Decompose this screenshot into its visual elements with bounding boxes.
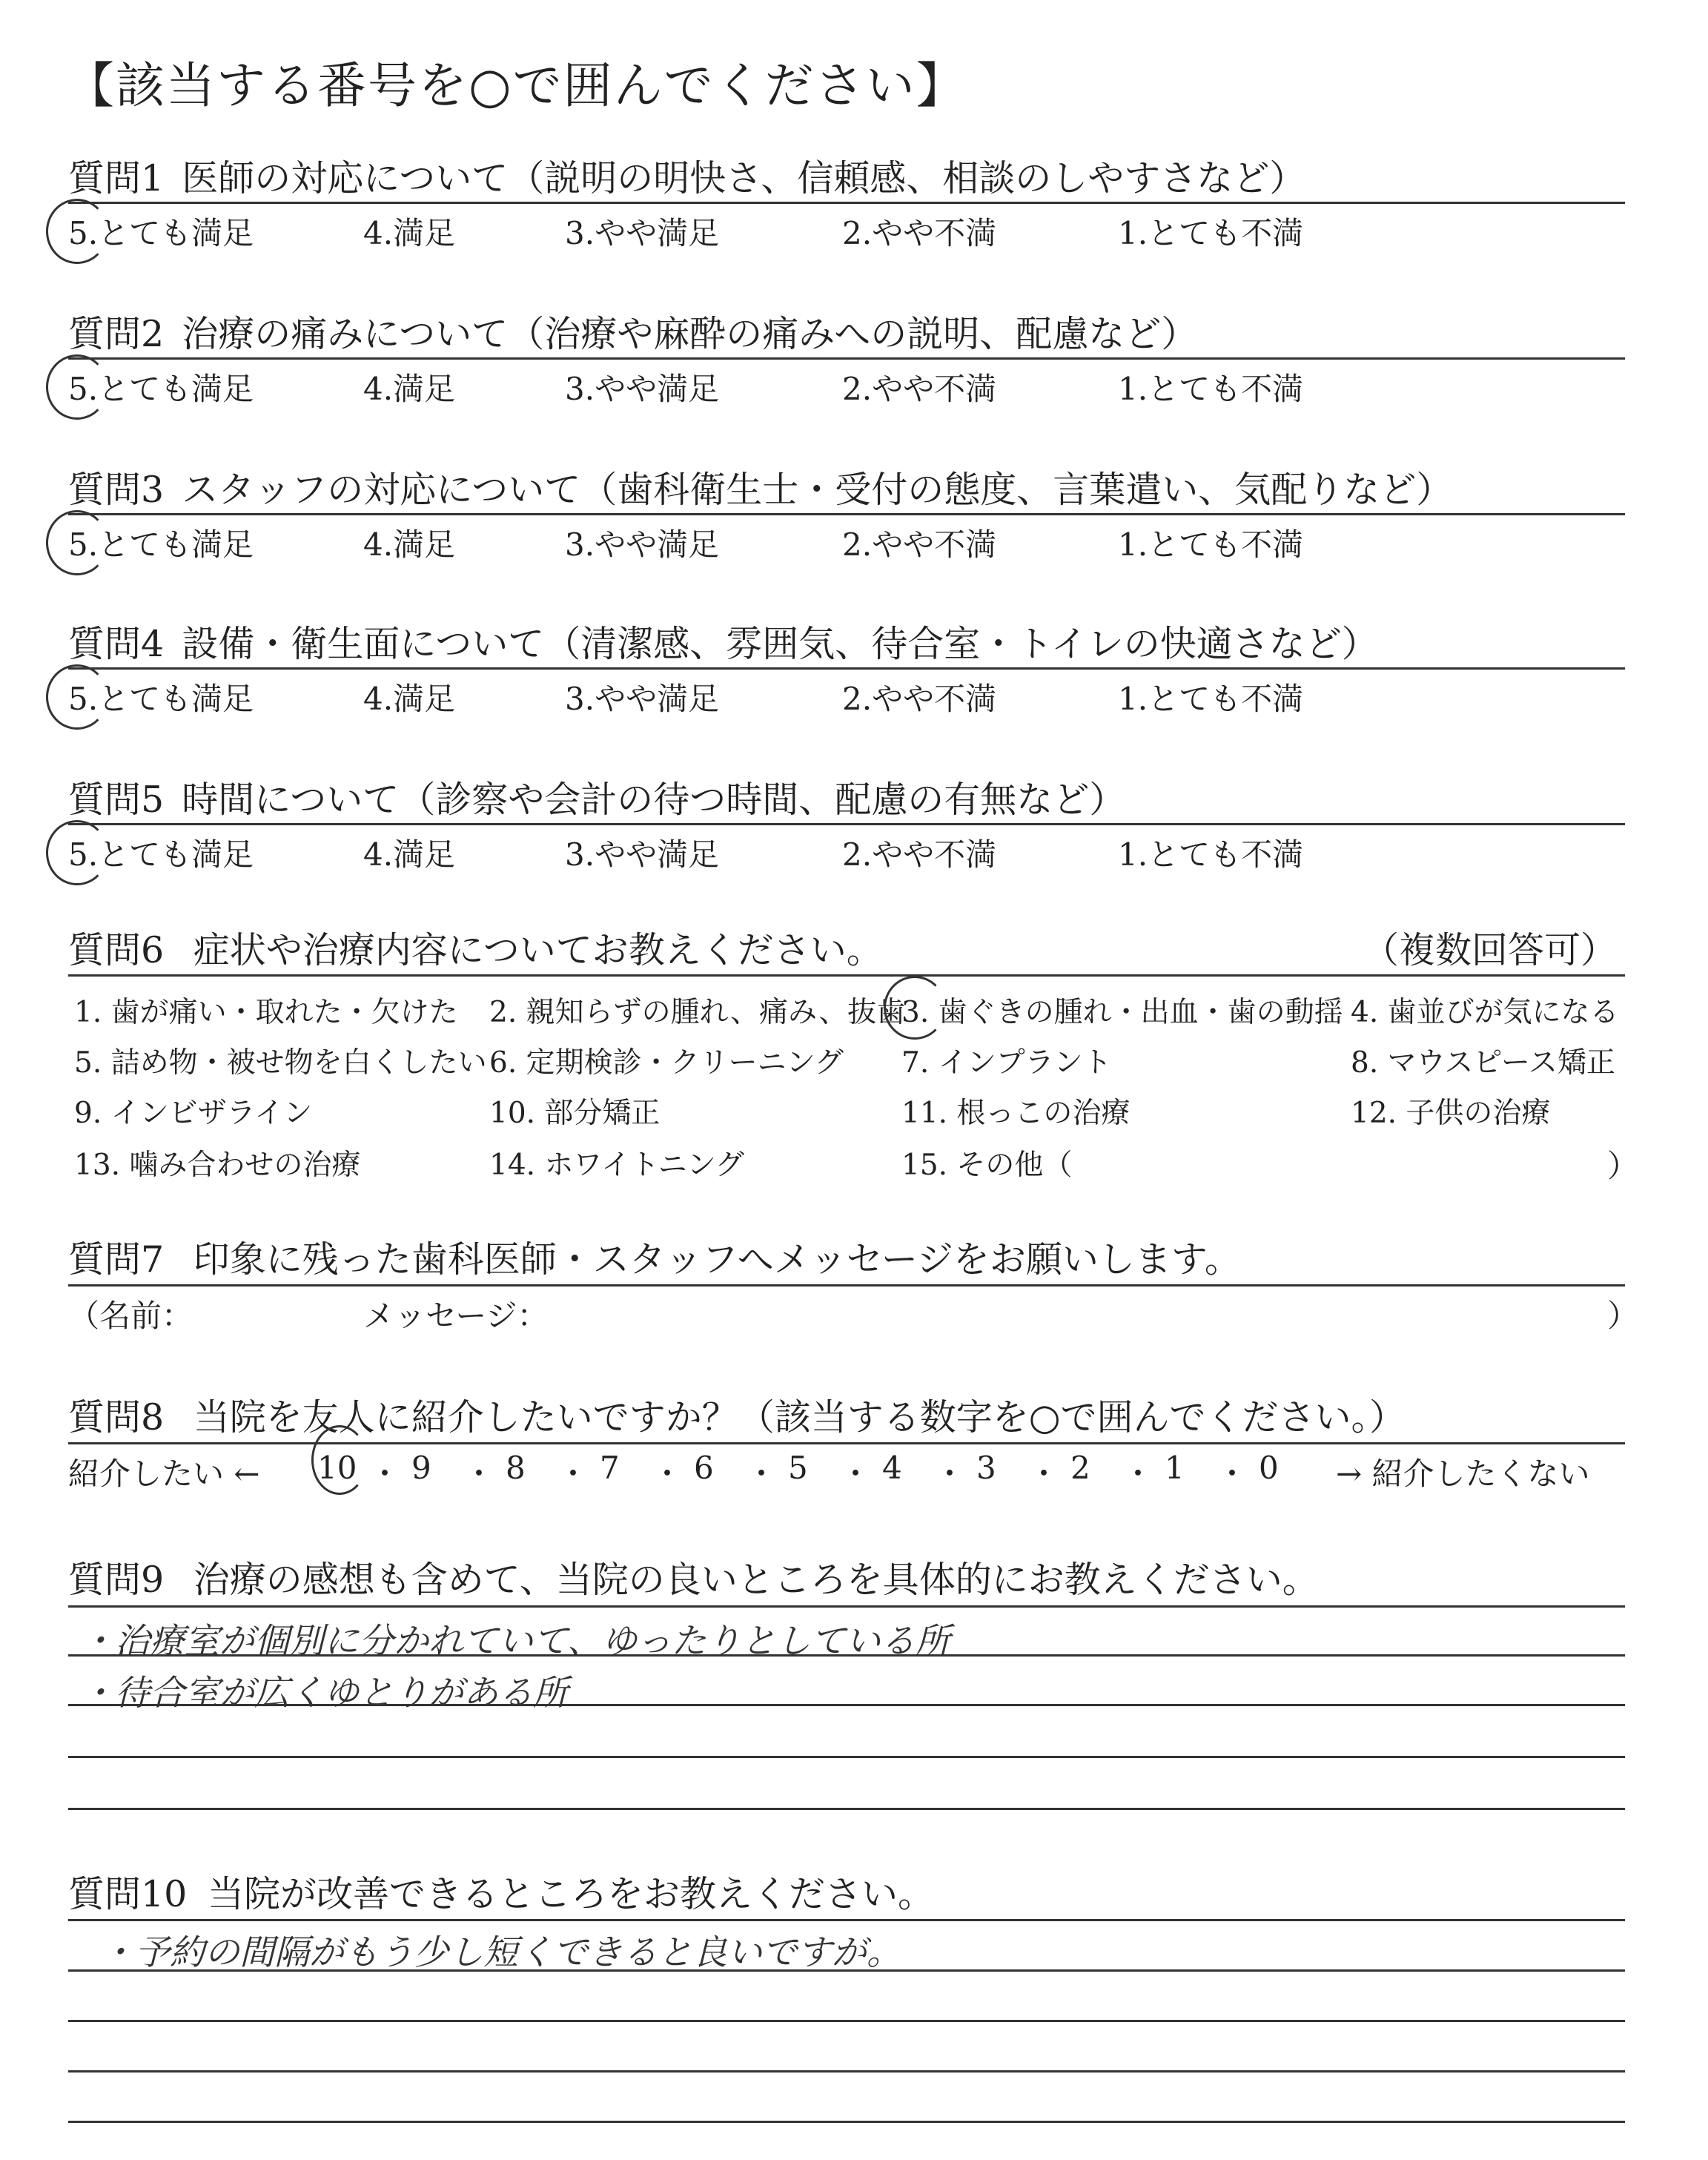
q8-scale-6[interactable]: 6 <box>694 1450 714 1486</box>
q5-heading <box>68 771 1125 823</box>
q6-heading <box>68 922 883 974</box>
q9-text: 治療の感想も含めて、当院の良いところを具体的にお教えください。 <box>193 1559 1319 1601</box>
q6-option-7[interactable]: 7. インプラント <box>901 1046 1112 1080</box>
q6-option-1[interactable]: 1. 歯が痛い・取れた・欠けた <box>74 996 458 1029</box>
q4-label: 質問4 <box>68 623 165 665</box>
q1-text: 医師の対応について（説明の明快さ、信頼感、相談のしやすさなど） <box>182 157 1306 199</box>
q2-option-2[interactable]: 2.やや不満 <box>842 371 997 407</box>
q10-rule-4 <box>68 2070 1625 2073</box>
q10-answer-1: ・予約の間隔がもう少し短くできると良いですが。 <box>100 1932 901 1973</box>
q4-option-4[interactable]: 4.満足 <box>363 681 456 717</box>
q5-option-1[interactable]: 1.とても不満 <box>1118 836 1304 873</box>
q3-rule <box>68 513 1625 515</box>
q4-selected-circle <box>46 664 108 730</box>
q8-scale-1[interactable]: 1 <box>1165 1450 1185 1486</box>
q5-selected-circle <box>46 820 108 885</box>
q6-option-12[interactable]: 12. 子供の治療 <box>1351 1097 1551 1130</box>
q5-option-5[interactable]: 5.とても満足 <box>68 836 254 873</box>
q4-option-3[interactable]: 3.やや満足 <box>565 681 720 717</box>
q7-rule <box>68 1284 1625 1287</box>
q6-option-5[interactable]: 5. 詰め物・被せ物を白くしたい <box>74 1046 487 1080</box>
q6-option-13[interactable]: 13. 噛み合わせの治療 <box>74 1149 361 1182</box>
q5-option-4[interactable]: 4.満足 <box>363 836 456 873</box>
q3-option-5[interactable]: 5.とても満足 <box>68 526 254 563</box>
q7-name-label: （名前： <box>68 1298 193 1334</box>
q3-heading <box>68 461 1452 513</box>
q3-text: スタッフの対応について（歯科衛生士・受付の態度、言葉遣い、気配りなど） <box>182 469 1453 511</box>
q2-option-3[interactable]: 3.やや満足 <box>565 371 720 407</box>
q9-rule-5 <box>68 1808 1625 1810</box>
q6-note: （複数回答可） <box>1363 929 1618 971</box>
q6-label: 質問6 <box>68 929 165 971</box>
q9-rule-4 <box>68 1756 1625 1758</box>
q8-separator-dot: ・ <box>1028 1456 1060 1492</box>
q1-option-3[interactable]: 3.やや満足 <box>565 215 720 251</box>
q8-scale-0[interactable]: 0 <box>1259 1450 1279 1486</box>
q10-rule-1 <box>68 1919 1625 1921</box>
q7-close: ） <box>1607 1298 1639 1334</box>
q6-other-close: ） <box>1607 1148 1639 1184</box>
q8-separator-dot: ・ <box>463 1456 495 1492</box>
q1-option-1[interactable]: 1.とても不満 <box>1118 215 1304 251</box>
q8-selected-circle <box>311 1425 368 1495</box>
q10-heading <box>68 1866 934 1918</box>
q6-option-10[interactable]: 10. 部分矯正 <box>489 1097 661 1130</box>
q8-separator-dot: ・ <box>746 1456 778 1492</box>
q6-option-11[interactable]: 11. 根っこの治療 <box>901 1097 1131 1130</box>
q8-right-label: → 紹介したくない <box>1336 1456 1590 1492</box>
q2-heading <box>68 305 1197 357</box>
q8-separator-dot: ・ <box>369 1456 401 1492</box>
q5-option-3[interactable]: 3.やや満足 <box>565 836 720 873</box>
q9-rule-1 <box>68 1605 1625 1608</box>
q1-option-5[interactable]: 5.とても満足 <box>68 215 254 251</box>
q4-option-5[interactable]: 5.とても満足 <box>68 681 254 717</box>
q8-label: 質問8 <box>68 1396 165 1439</box>
q3-selected-circle <box>46 510 108 575</box>
q3-option-3[interactable]: 3.やや満足 <box>565 526 720 563</box>
q1-selected-circle <box>46 199 108 264</box>
q10-text: 当院が改善できるところをお教えください。 <box>207 1873 934 1915</box>
q1-option-2[interactable]: 2.やや不満 <box>842 215 997 251</box>
q8-separator-dot: ・ <box>1122 1456 1154 1492</box>
q6-selected-circle <box>884 976 946 1040</box>
q7-heading <box>68 1231 1241 1283</box>
q8-separator-dot: ・ <box>934 1456 966 1492</box>
q7-message-label: メッセージ： <box>363 1298 549 1334</box>
q2-text: 治療の痛みについて（治療や麻酔の痛みへの説明、配慮など） <box>182 313 1198 355</box>
q8-separator-dot: ・ <box>557 1456 589 1492</box>
form-title: 【該当する番号を○で囲んでください】 <box>65 57 967 114</box>
q6-option-2[interactable]: 2. 親知らずの腫れ、痛み、抜歯 <box>489 996 906 1029</box>
q2-option-4[interactable]: 4.満足 <box>363 371 456 407</box>
q8-scale-8[interactable]: 8 <box>506 1450 526 1486</box>
q8-separator-dot: ・ <box>1217 1456 1248 1492</box>
q9-answer-1: ・治療室が個別に分かれていて、ゆったりとしている所 <box>80 1621 950 1662</box>
q7-label: 質問7 <box>68 1238 165 1281</box>
q4-heading <box>68 615 1378 667</box>
q8-rule <box>68 1442 1625 1444</box>
q6-rule <box>68 974 1625 977</box>
q6-option-3[interactable]: 3. 歯ぐきの腫れ・出血・歯の動揺 <box>901 996 1343 1029</box>
q2-option-5[interactable]: 5.とても満足 <box>68 371 254 407</box>
q1-label: 質問1 <box>68 157 165 199</box>
q8-scale-5[interactable]: 5 <box>788 1450 808 1486</box>
q1-heading <box>68 150 1305 202</box>
q9-label: 質問9 <box>68 1559 165 1601</box>
q6-option-15[interactable]: 15. その他（ <box>901 1149 1073 1182</box>
q4-option-2[interactable]: 2.やや不満 <box>842 681 997 717</box>
q8-heading <box>68 1389 1406 1441</box>
q10-rule-3 <box>68 2020 1625 2022</box>
q6-option-14[interactable]: 14. ホワイトニング <box>489 1149 744 1182</box>
q9-heading <box>68 1551 1319 1603</box>
q8-scale-4[interactable]: 4 <box>882 1450 902 1486</box>
q6-text: 症状や治療内容についてお教えください。 <box>193 929 883 971</box>
q3-option-4[interactable]: 4.満足 <box>363 526 456 563</box>
q4-text: 設備・衛生面について（清潔感、雰囲気、待合室・トイレの快適さなど） <box>182 623 1378 665</box>
q1-rule <box>68 202 1625 204</box>
q3-option-1[interactable]: 1.とても不満 <box>1118 526 1304 563</box>
q6-option-9[interactable]: 9. インビザライン <box>74 1097 313 1130</box>
q8-scale-3[interactable]: 3 <box>976 1450 996 1486</box>
q8-separator-dot: ・ <box>840 1456 872 1492</box>
q5-option-2[interactable]: 2.やや不満 <box>842 836 997 873</box>
q7-text: 印象に残った歯科医師・スタッフへメッセージをお願いします。 <box>193 1238 1241 1281</box>
q8-scale-9[interactable]: 9 <box>411 1450 431 1486</box>
q8-text: 当院を友人に紹介したいですか？（該当する数字を○で囲んでください。） <box>193 1396 1406 1439</box>
q2-option-1[interactable]: 1.とても不満 <box>1118 371 1304 407</box>
q8-scale-2[interactable]: 2 <box>1070 1450 1090 1486</box>
q8-scale-7[interactable]: 7 <box>600 1450 620 1486</box>
q2-label: 質問2 <box>68 313 165 355</box>
q4-option-1[interactable]: 1.とても不満 <box>1118 681 1304 717</box>
q9-answer-2: ・待合室が広くゆとりがある所 <box>80 1673 568 1714</box>
q5-label: 質問5 <box>68 779 165 821</box>
q2-rule <box>68 357 1625 360</box>
q6-option-4[interactable]: 4. 歯並びが気になる <box>1351 996 1619 1029</box>
q4-rule <box>68 667 1625 670</box>
q6-option-8[interactable]: 8. マウスピース矯正 <box>1351 1046 1615 1080</box>
q6-option-6[interactable]: 6. 定期検診・クリーニング <box>489 1046 844 1080</box>
q5-text: 時間について（診察や会計の待つ時間、配慮の有無など） <box>182 779 1126 821</box>
q10-label: 質問10 <box>68 1873 188 1915</box>
q5-rule <box>68 823 1625 825</box>
q10-rule-5 <box>68 2121 1625 2123</box>
q8-left-label: 紹介したい ← <box>68 1456 260 1492</box>
q2-selected-circle <box>46 354 108 420</box>
q3-label: 質問3 <box>68 469 165 511</box>
q8-separator-dot: ・ <box>652 1456 683 1492</box>
q1-option-4[interactable]: 4.満足 <box>363 215 456 251</box>
q8-scale-10[interactable]: 10 <box>317 1450 357 1486</box>
q3-option-2[interactable]: 2.やや不満 <box>842 526 997 563</box>
